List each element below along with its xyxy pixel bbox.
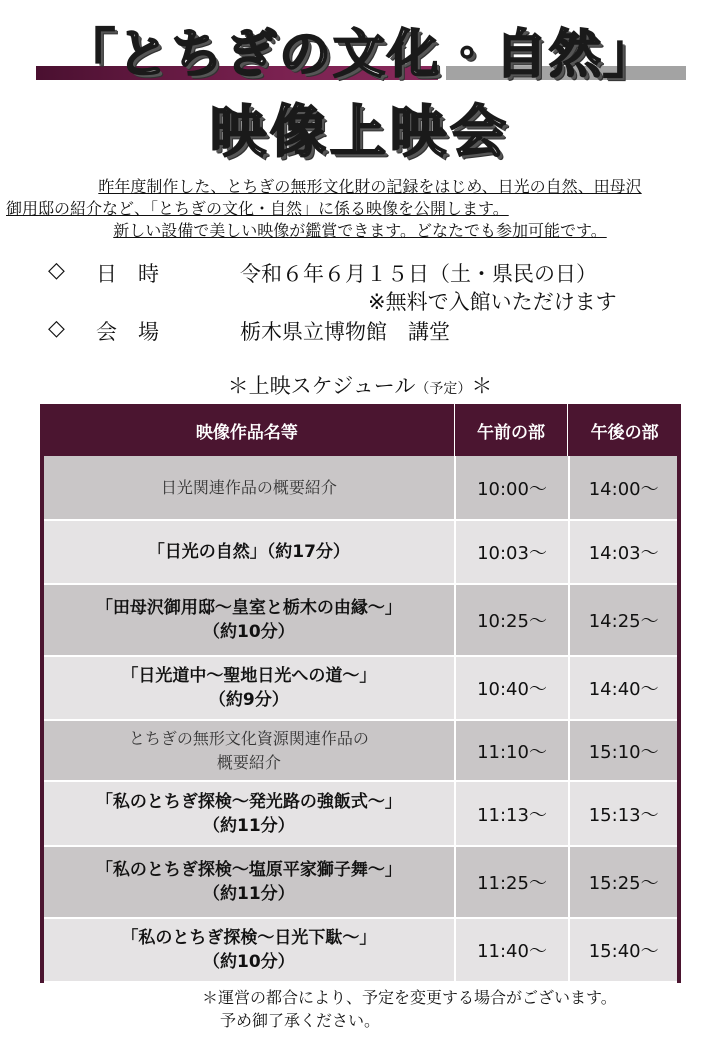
header-title-column: 映像作品名等	[195, 422, 298, 443]
date-label: 日 時	[96, 262, 159, 286]
program-title-line-2: 概要紹介	[216, 752, 281, 772]
program-title-line-1: 「私のとちぎ探検〜塩原平家獅子舞〜」	[95, 860, 402, 880]
header-morning-column: 午前の部	[454, 404, 568, 456]
program-title	[161, 476, 337, 500]
cell-morning-time: 11:25〜	[454, 847, 569, 917]
program-title-line-1: 「私のとちぎ探検〜発光路の強飯式〜」	[95, 791, 402, 812]
cell-title	[44, 585, 454, 655]
program-title-line-2: （約9分）	[208, 690, 289, 710]
schedule-heading-text: ＊上映スケジュール	[227, 374, 416, 398]
program-title	[121, 664, 376, 712]
schedule-table	[40, 404, 681, 983]
cell-title	[44, 657, 454, 719]
schedule-heading	[0, 370, 720, 400]
cell-afternoon-time: 15:25〜	[568, 847, 677, 917]
cell-afternoon-time: 14:25〜	[568, 585, 677, 655]
program-title	[96, 596, 402, 644]
program-title-line-2: （約10分）	[203, 952, 295, 972]
admission-note: ※無料で入館いただけます	[368, 290, 617, 314]
cell-title	[44, 721, 454, 780]
footnote-line-2: 予め御了承ください。	[220, 1011, 381, 1030]
table-header	[40, 404, 681, 456]
table-row	[44, 847, 677, 919]
page-subtitle: 映像上映会	[210, 100, 510, 165]
intro-line-2: 御用邸の紹介など、「とちぎの文化・自然」に係る映像を公開します。	[6, 199, 509, 218]
cell-title	[44, 919, 454, 981]
cell-afternoon-time: 15:13〜	[568, 782, 677, 845]
schedule-heading-note: （予定）	[415, 381, 472, 397]
cell-morning-time: 10:40〜	[454, 657, 569, 719]
table-row	[44, 721, 677, 782]
intro-line-3: 新しい設備で美しい映像が鑑賞できます。どなたでも参加可能です。	[113, 221, 607, 240]
cell-morning-time: 11:13〜	[454, 782, 569, 845]
table-row	[44, 585, 677, 657]
program-title-line-2: （約11分）	[203, 815, 295, 836]
table-row	[44, 456, 677, 521]
venue-value: 栃木県立博物館 講堂	[240, 320, 450, 344]
table-body	[40, 456, 681, 983]
page-title: 「とちぎの文化・自然」	[62, 25, 657, 85]
footnote	[202, 986, 617, 1032]
cell-morning-time: 10:25〜	[454, 585, 569, 655]
program-title-line-1: 「田母沢御用邸〜皇室と栃木の由縁〜」	[95, 598, 402, 618]
cell-title	[44, 521, 454, 583]
cell-morning-time: 10:00〜	[454, 456, 569, 519]
program-title	[96, 858, 402, 906]
program-title-line-1: とちぎの無形文化資源関連作品の	[128, 728, 369, 748]
table-row	[44, 782, 677, 847]
cell-afternoon-time: 15:40〜	[568, 919, 677, 981]
table-row	[44, 919, 677, 983]
program-title-line-2: （約11分）	[203, 884, 295, 904]
program-title	[148, 540, 350, 564]
venue-label: 会 場	[96, 320, 159, 344]
table-row	[44, 521, 677, 585]
program-title	[121, 926, 376, 974]
cell-morning-time: 11:40〜	[454, 919, 569, 981]
diamond-bullet-date: ◇	[48, 258, 65, 283]
cell-afternoon-time: 14:40〜	[568, 657, 677, 719]
program-title-line-2: （約10分）	[203, 622, 295, 642]
schedule-heading-end: ＊	[471, 374, 493, 398]
cell-title	[44, 456, 454, 519]
intro-text	[0, 176, 720, 242]
header-afternoon-column: 午後の部	[567, 404, 681, 456]
date-value: 令和６年６月１５日（土・県民の日）	[240, 262, 597, 286]
cell-afternoon-time: 14:00〜	[568, 456, 677, 519]
cell-afternoon-time: 15:10〜	[568, 721, 677, 780]
program-title	[129, 727, 369, 775]
footnote-line-1: ＊運営の都合により、予定を変更する場合がございます。	[202, 988, 617, 1007]
program-title-line-1: 「日光の自然」（約17分）	[147, 542, 350, 562]
cell-morning-time: 10:03〜	[454, 521, 569, 583]
program-title-line-1: 「日光道中〜聖地日光への道〜」	[121, 666, 377, 686]
diamond-bullet-venue: ◇	[48, 316, 65, 341]
program-title	[96, 790, 402, 838]
cell-morning-time: 11:10〜	[454, 721, 569, 780]
cell-afternoon-time: 14:03〜	[568, 521, 677, 583]
table-row	[44, 657, 677, 721]
program-title-line-1: 日光関連作品の概要紹介	[160, 477, 337, 497]
cell-title	[44, 782, 454, 845]
program-title-line-1: 「私のとちぎ探検〜日光下駄〜」	[121, 928, 377, 948]
cell-title	[44, 847, 454, 917]
intro-line-1: 昨年度制作した、とちぎの無形文化財の記録をはじめ、日光の自然、田母沢	[98, 177, 642, 196]
